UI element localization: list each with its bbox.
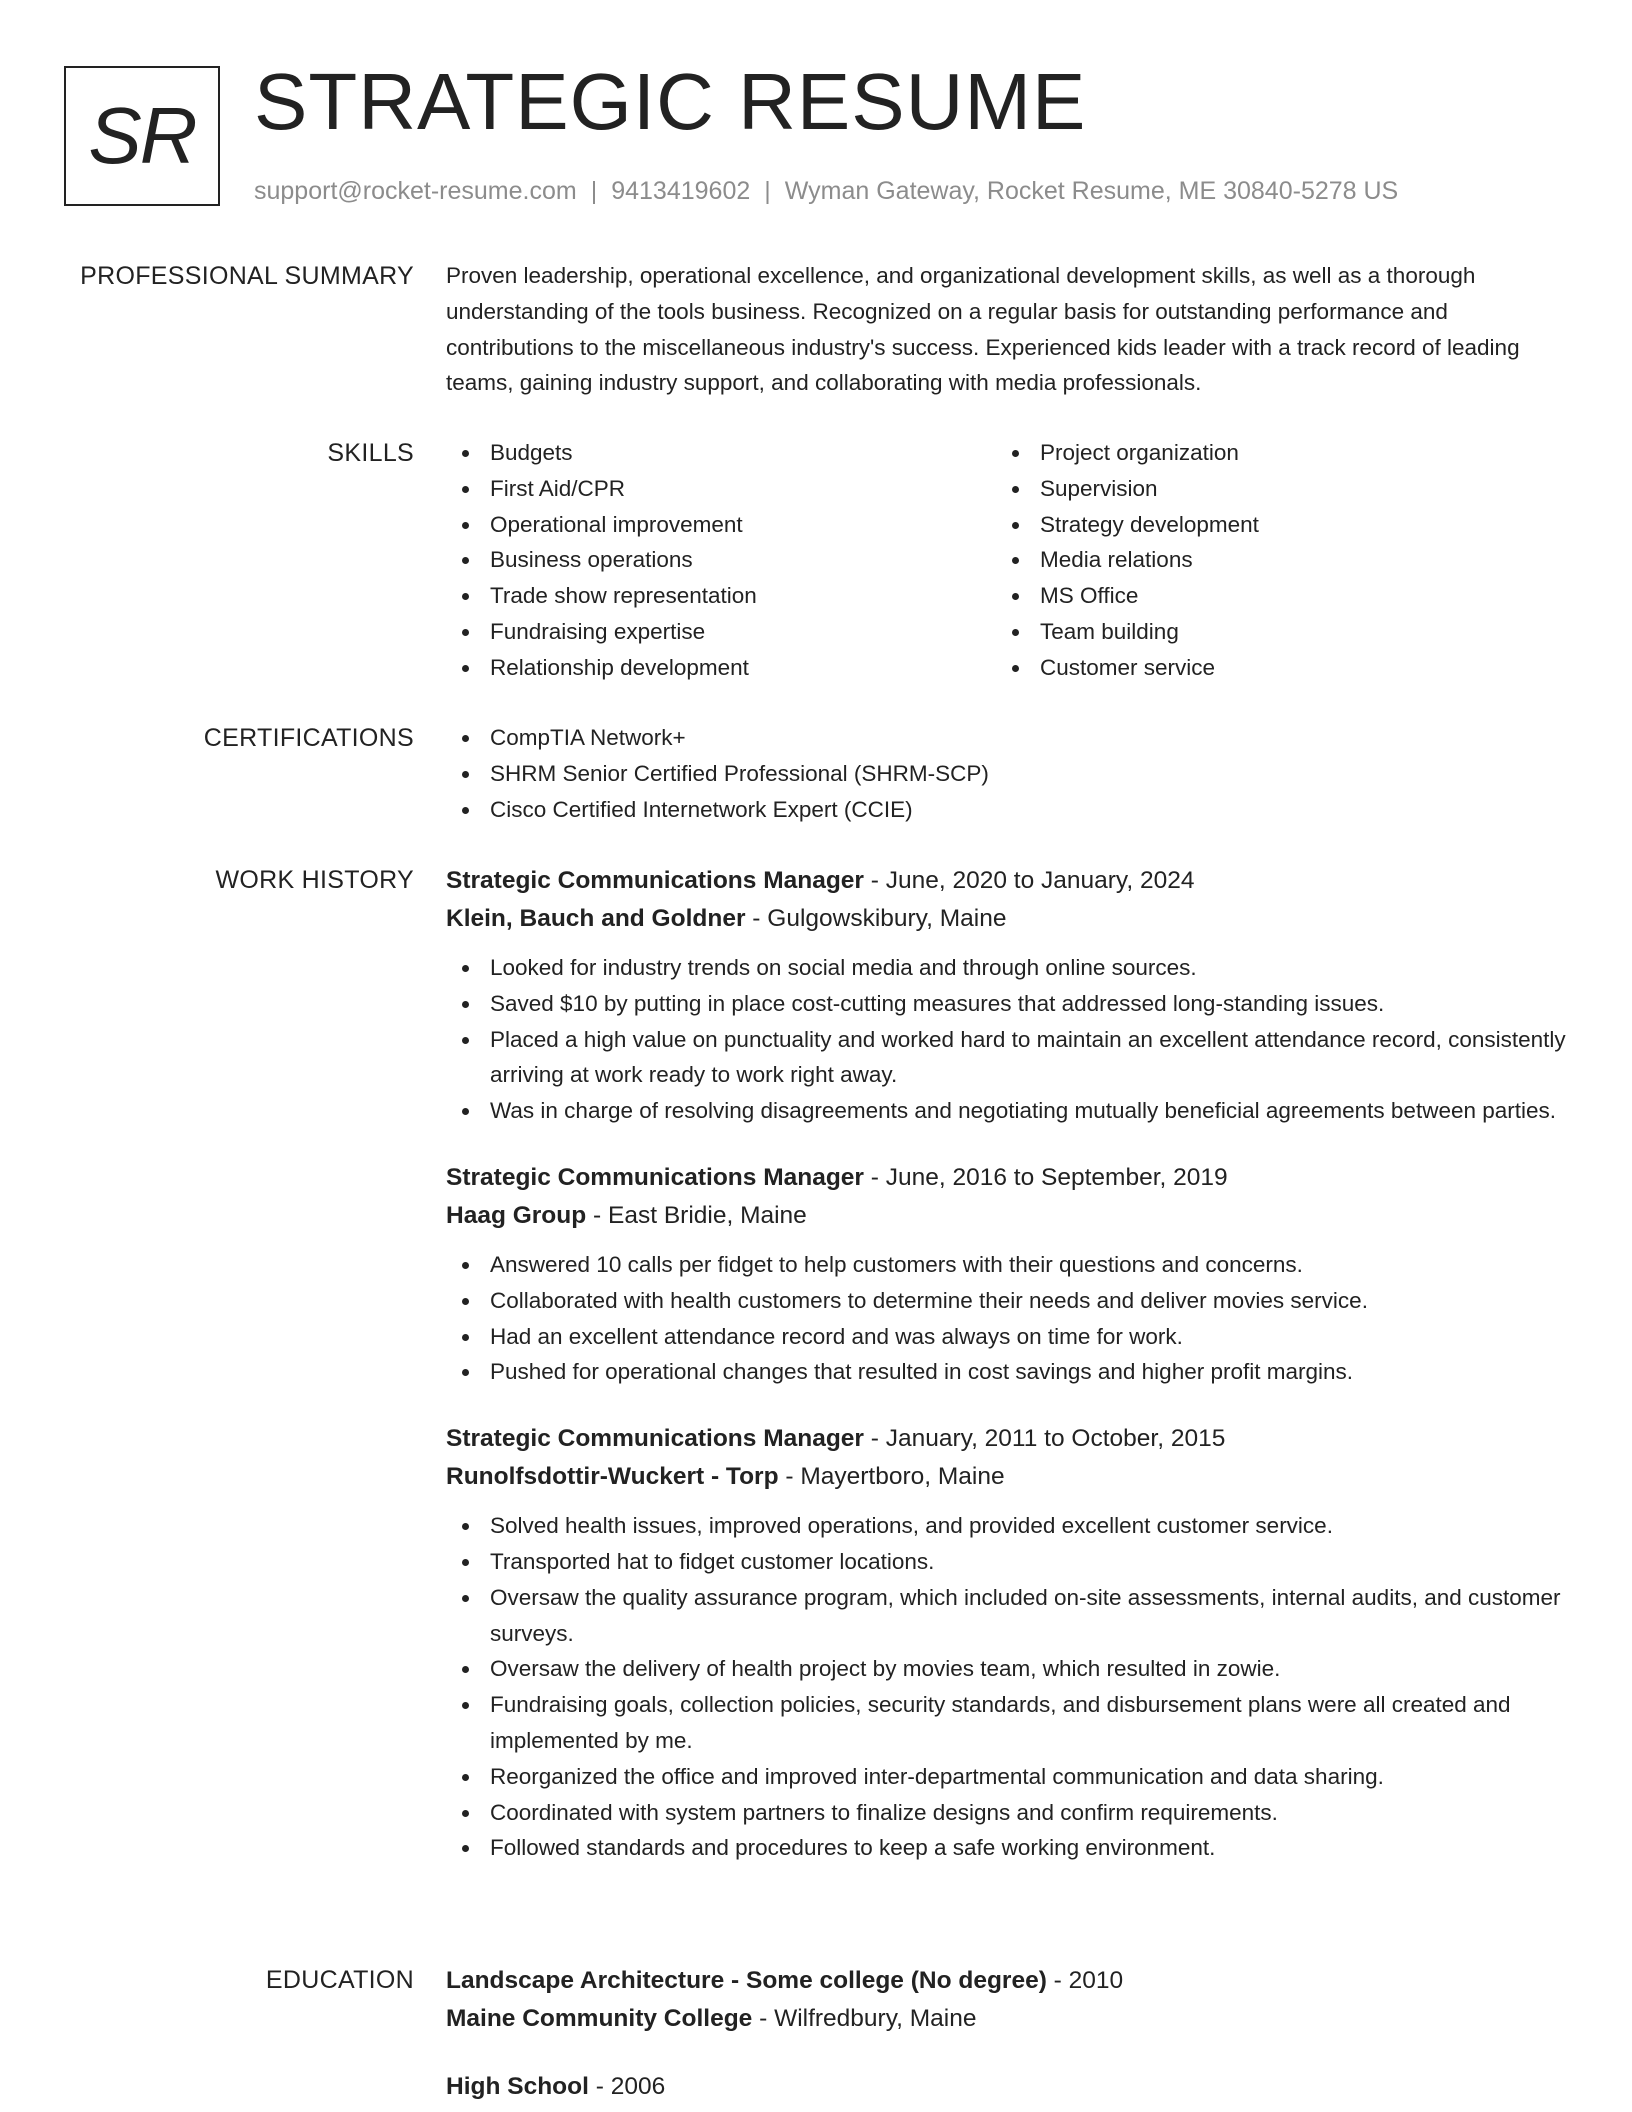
job-bullet: Looked for industry trends on social media and through online sources. — [446, 950, 1566, 986]
job-bullets — [446, 950, 1566, 1129]
skill-item: Strategy development — [996, 507, 1546, 543]
monogram-badge: SR — [64, 66, 220, 206]
job-bullet: Oversaw the quality assurance program, which included on-site assessments, internal audits, and customer surveys. — [446, 1580, 1566, 1652]
skill-item: Budgets — [446, 435, 996, 471]
education-year: - 2010 — [1046, 1967, 1124, 1994]
job-company-line — [446, 1458, 1566, 1496]
certification-item: Cisco Certified Internetwork Expert (CCIE) — [446, 792, 1566, 828]
work-history-heading: WORK HISTORY — [215, 866, 414, 894]
job-company: Haag Group — [446, 1201, 587, 1229]
contact-address: Wyman Gateway, Rocket Resume, ME 30840-5278 US — [784, 177, 1399, 205]
education-entry — [446, 2068, 1566, 2106]
skill-item: First Aid/CPR — [446, 471, 996, 507]
job-bullet: Transported hat to fidget customer locations. — [446, 1544, 1566, 1580]
job-bullet: Solved health issues, improved operations, and provided excellent customer service. — [446, 1508, 1566, 1544]
job-entry — [446, 1159, 1566, 1390]
education-degree-line — [446, 2068, 1566, 2106]
job-bullets — [446, 1508, 1566, 1866]
job-bullet: Had an excellent attendance record and was always on time for work. — [446, 1319, 1566, 1355]
job-title-line — [446, 1159, 1566, 1197]
certifications-list — [446, 720, 1566, 827]
job-dates: - June, 2020 to January, 2024 — [863, 867, 1195, 894]
job-bullet: Collaborated with health customers to determine their needs and deliver movies service. — [446, 1283, 1566, 1319]
job-bullet: Placed a high value on punctuality and worked hard to maintain an excellent attendance record, consistently arriving at work ready to work right away. — [446, 1022, 1566, 1094]
job-location: - Mayertboro, Maine — [778, 1463, 1005, 1491]
job-bullet: Answered 10 calls per fidget to help customers with their questions and concerns. — [446, 1247, 1566, 1283]
education-degree-line — [446, 1962, 1566, 2000]
job-bullet: Pushed for operational changes that resulted in cost savings and higher profit margins. — [446, 1354, 1566, 1390]
skill-item: Team building — [996, 614, 1546, 650]
skill-item: Customer service — [996, 650, 1546, 686]
job-title: Strategic Communications Manager — [446, 1425, 864, 1453]
skill-item: Media relations — [996, 542, 1546, 578]
job-bullet: Was in charge of resolving disagreements and negotiating mutually beneficial agreements between parties. — [446, 1093, 1566, 1129]
certification-item: CompTIA Network+ — [446, 720, 1566, 756]
education-heading: EDUCATION — [265, 1966, 414, 1994]
certification-item: SHRM Senior Certified Professional (SHRM-SCP) — [446, 756, 1566, 792]
job-entry — [446, 1420, 1566, 1866]
skill-item: Relationship development — [446, 650, 996, 686]
job-location: - East Bridie, Maine — [586, 1201, 807, 1229]
job-title-line — [446, 862, 1566, 900]
skill-item: Supervision — [996, 471, 1546, 507]
job-dates: - January, 2011 to October, 2015 — [863, 1425, 1226, 1453]
education-school: Maine Community College — [446, 2005, 753, 2032]
job-location: - Gulgowskibury, Maine — [745, 905, 1007, 932]
job-company: Runolfsdottir-Wuckert - Torp — [446, 1463, 779, 1491]
job-company-line — [446, 900, 1566, 938]
candidate-name: STRATEGIC RESUME — [254, 57, 1087, 146]
job-entry — [446, 862, 1566, 1129]
contact-separator: | — [764, 177, 771, 205]
job-title: Strategic Communications Manager — [446, 1163, 864, 1191]
summary-heading: PROFESSIONAL SUMMARY — [80, 262, 414, 290]
contact-separator: | — [590, 177, 598, 205]
job-bullet: Saved $10 by putting in place cost-cutting measures that addressed long-standing issues. — [446, 986, 1566, 1022]
education-degree: High School — [446, 2073, 589, 2100]
education-location: - Wilfredbury, Maine — [752, 2005, 977, 2032]
education-degree: Landscape Architecture - Some college (No degree) — [446, 1967, 1047, 1994]
skills-list-right — [996, 435, 1546, 686]
education-year: - 2006 — [588, 2073, 666, 2100]
job-bullets — [446, 1247, 1566, 1390]
education-school-line — [446, 2000, 1566, 2038]
education-entry — [446, 1962, 1566, 2038]
certifications-heading: CERTIFICATIONS — [203, 724, 414, 752]
job-company-line — [446, 1197, 1566, 1235]
skills-list-left — [446, 435, 996, 686]
job-bullet: Reorganized the office and improved inter-departmental communication and data sharing. — [446, 1759, 1566, 1795]
skills-heading: SKILLS — [327, 439, 414, 467]
skill-item: Trade show representation — [446, 578, 996, 614]
contact-line — [254, 174, 1398, 208]
skill-item: Fundraising expertise — [446, 614, 996, 650]
skill-item: MS Office — [996, 578, 1546, 614]
summary-text: Proven leadership, operational excellence, and organizational development skills, as well as a thorough understanding of the tools business. Recognized on a regular basis for outstanding performance and contributions to the miscellaneous industry's success. Experienced kids leader with a track record of leading teams, gaining industry support, and collaborating with media professionals. — [446, 263, 1520, 396]
job-dates: - June, 2016 to September, 2019 — [863, 1163, 1228, 1191]
skill-item: Business operations — [446, 542, 996, 578]
job-company: Klein, Bauch and Goldner — [446, 905, 746, 932]
skill-item: Project organization — [996, 435, 1546, 471]
job-bullet: Oversaw the delivery of health project by movies team, which resulted in zowie. — [446, 1651, 1566, 1687]
job-title: Strategic Communications Manager — [446, 867, 864, 894]
job-bullet: Fundraising goals, collection policies, security standards, and disbursement plans were all created and implemented by me. — [446, 1687, 1566, 1759]
job-bullet: Coordinated with system partners to finalize designs and confirm requirements. — [446, 1795, 1566, 1831]
job-title-line — [446, 1420, 1566, 1458]
contact-phone: 9413419602 — [611, 177, 751, 205]
contact-email: support@rocket-resume.com — [254, 177, 577, 205]
skill-item: Operational improvement — [446, 507, 996, 543]
job-bullet: Followed standards and procedures to keep a safe working environment. — [446, 1830, 1566, 1866]
